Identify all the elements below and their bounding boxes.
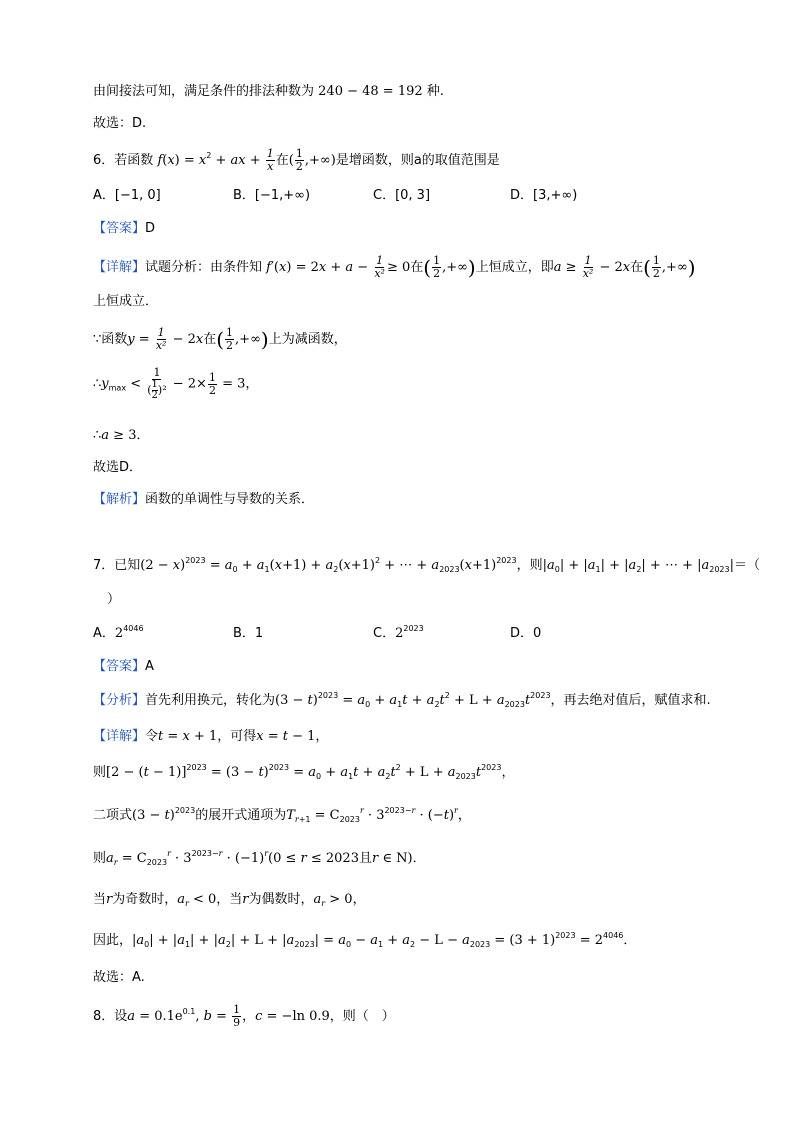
text-line: 故选：D. <box>93 116 147 131</box>
text-line: 二项式$(3 - t)^{2023}$的展开式通项为$T_{r+1} = C_{2023}^r \cdot 3^{2023-r} \cdot (-t)^r$， <box>93 806 471 824</box>
text-line: 故选：A. <box>93 970 145 985</box>
answer-7: 【答案】A <box>93 659 154 674</box>
text-line: ） <box>107 592 121 607</box>
text-line: 当r为奇数时，$a_r < 0$，当r为偶数时，$a_r > 0$， <box>93 892 366 908</box>
question-7: 7．已知$(2 - x)^{2023} = a_0 + a_1(x+1) + a_2(x+1)^2$ + ⋯ + $a_{2023}(x+1)^{2023}$，则$|a_0| + |a_1| + |a_2|$ + ⋯ + $|a_{2023}|=$（ <box>93 556 761 574</box>
text-line: 上恒成立． <box>93 294 159 309</box>
fenxi-7: 【分析】首先利用换元，转化为$(3 - t)^{2023} = a_0 + a_1t + a_2t^2 + L + a_{2023}t^{2023}$，再去绝对值后，赋值求和. <box>93 691 711 709</box>
detail-6: 【详解】试题分析：由条件知 f′(x) = 2x + a − $\frac{1}{\text{x²}}$ ≥ 0在( $\frac{1}{2}$ ,+∞)上恒成立，即a ≥ $\frac{1}{\text{x²}}$ − 2x在( $\frac{1}{2}$ ,+∞) <box>93 254 696 280</box>
question-8: 8．设$a = 0.1e^{0.1}$, b = $\frac{1}{9}$ ，c = −ln 0.9，则（ ） <box>93 1003 395 1029</box>
detail-7: 【详解】令t = x + 1，可得x = t − 1， <box>93 729 329 744</box>
text-line: ∵函数y = $\frac{1}{\text{x²}}$ − 2x在( $\frac{1}{2}$ ,+∞)上为减函数， <box>93 326 347 352</box>
document-page: 由间接法可知，满足条件的排法种数为 240 − 48 = 192 种. 故选：D. 6．若函数 $f(x) = x^2$ + ax + $\frac{1}{x}$ 在( $\frac{1}{2}$ ,+∞)是增函数，则a的取值范围是 A．[−1, 0] B．[−1,+∞) C．[0, 3] D．[3,+∞) 【答案】D 【详解】试题分析：由条件知 f′(x) = 2x + a − $\frac{1}{\text{x²}}$ ≥ 0在( $\frac{1}{2}$ ,+∞)上恒成立，即a ≥ $\frac{1}{\text{x²}}$ − 2x在( $\frac{1}{2}$ ,+∞) 上恒成立． ∵函数y = $\frac{1}{\text{x²}}$ − 2x在( $\frac{1}{2}$ ,+∞)上为减函数， $\therefore y_{max}$ < 1 ( $\frac{1}{2}$ )² − 2× $\frac{1}{2}$ = 3， ∴a ≥ 3． 故选D． 【解析】函数的单调性与导数的关系． 7．已知$(2 - x)^{2023} = a_0 + a_1(x+1) + a_2(x+1)^2$ + ⋯ + $a_{2023}(x+1)^{2023}$，则$|a_0| + |a_1| + |a_2|$ + ⋯ + $|a_{2023}|=$（ ） A．$2^{4046}$ B．1 C．$2^{2023}$ D．0 【答案】A 【分析】首先利用换元，转化为$(3 - t)^{2023} = a_0 + a_1t + a_2t^2 + L + a_{2023}t^{2023}$，再去绝对值后，赋值求和. 【详解】令t = x + 1，可得x = t − 1， 则$[2 - (t - 1)]^{2023} = (3 - t)^{2023} = a_0 + a_1t + a_2t^2 + L + a_{2023}t^{2023}$， 二项式$(3 - t)^{2023}$的展开式通项为$T_{r+1} = C_{2023}^r \cdot 3^{2023-r} \cdot (-t)^r$， 则$a_r = C_{2023}^r \cdot 3^{2023-r} \cdot (-1)^r(0 \le r \le 2023$且r ∈ N)． 当r为奇数时，$a_r < 0$，当r为偶数时，$a_r > 0$， 因此，$|a_0| + |a_1| + |a_2| + L + |a_{2023}| = a_0 - a_1 + a_2 - L - a_{2023} = (3 + 1)^{2023} = 2^{4046}$． 故选：A. 8．设$a = 0.1e^{0.1}$, b = $\frac{1}{9}$ ，c = −ln 0.9，则（ ） <box>93 84 761 1029</box>
text-line: ∴a ≥ 3． <box>93 428 150 443</box>
answer-6: 【答案】D <box>93 221 156 236</box>
analysis-6: 【解析】函数的单调性与导数的关系． <box>93 492 315 507</box>
text-line: 则$[2 - (t - 1)]^{2023} = (3 - t)^{2023} = a_0 + a_1t + a_2t^2 + L + a_{2023}t^{2023}$， <box>93 763 515 781</box>
text-line: $\therefore y_{max}$ < 1 ( $\frac{1}{2}$ )² − 2× $\frac{1}{2}$ = 3， <box>93 366 259 401</box>
text-line: 由间接法可知，满足条件的排法种数为 240 − 48 = 192 种. <box>93 84 444 99</box>
text-line: 因此，$|a_0| + |a_1| + |a_2| + L + |a_{2023}| = a_0 - a_1 + a_2 - L - a_{2023} = (3 + 1)^{2023} = 2^{4046}$． <box>93 931 637 949</box>
text-line: 则$a_r = C_{2023}^r \cdot 3^{2023-r} \cdot (-1)^r(0 \le r \le 2023$且r ∈ N)． <box>93 849 426 867</box>
text-line: 故选D． <box>93 460 143 475</box>
question-6: 6．若函数 $f(x) = x^2$ + ax + $\frac{1}{x}$ 在( $\frac{1}{2}$ ,+∞)是增函数，则a的取值范围是 <box>93 147 500 173</box>
